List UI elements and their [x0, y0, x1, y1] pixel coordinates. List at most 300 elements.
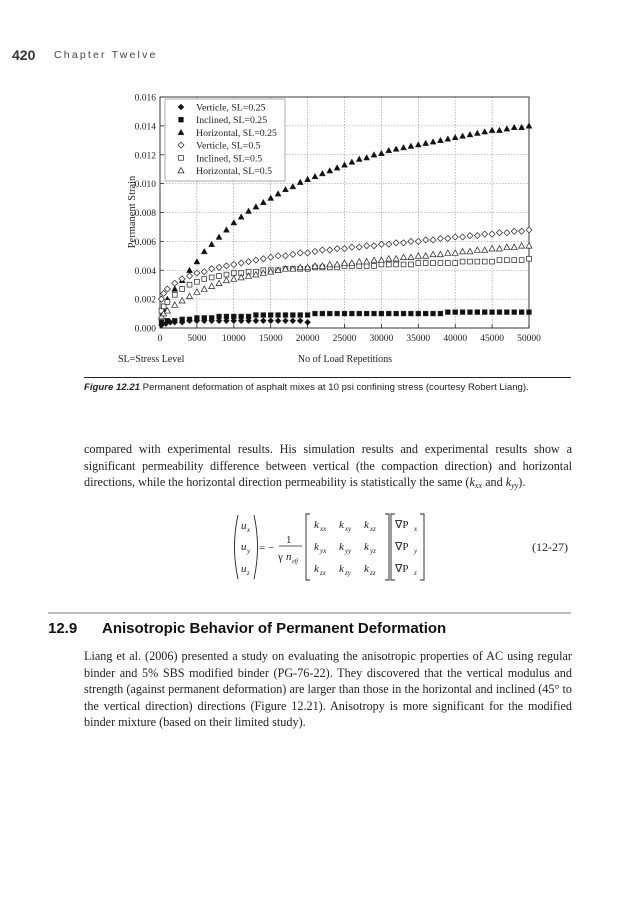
data-point-series-2	[460, 310, 465, 315]
data-point-series-3	[209, 241, 215, 246]
fraction-numerator: 1	[286, 534, 292, 546]
x-tick-label: 20000	[295, 334, 320, 344]
y-tick-label: 0.006	[134, 237, 156, 248]
matrix-sub-zx: zx	[320, 569, 326, 577]
y-tick-label: 0.014	[134, 122, 156, 133]
y-tick-label: 0.010	[134, 180, 156, 191]
section-number: 12.9	[48, 620, 78, 637]
lhs-u-z: u	[241, 563, 247, 575]
data-point-series-2	[364, 311, 369, 316]
data-point-series-4	[231, 261, 237, 267]
data-point-series-1	[297, 318, 303, 324]
data-point-series-2	[349, 311, 354, 316]
kxx-subscript: xx	[474, 481, 483, 491]
matrix-sub-yz: yz	[370, 547, 376, 555]
matrix-sub-xz: xz	[370, 525, 376, 533]
data-point-series-2	[180, 317, 185, 322]
data-point-series-1	[253, 318, 259, 324]
data-point-series-6	[209, 283, 215, 288]
data-point-series-2	[187, 317, 192, 322]
data-point-series-2	[320, 311, 325, 316]
data-point-series-4	[201, 269, 207, 275]
data-point-series-5	[217, 274, 222, 279]
fraction-n: n	[286, 551, 292, 563]
data-point-series-2	[431, 311, 436, 316]
data-point-series-6	[437, 251, 443, 256]
matrix-k-zz: k	[364, 563, 369, 575]
data-point-series-4	[408, 238, 414, 244]
data-point-series-6	[327, 261, 333, 266]
data-point-series-4	[482, 231, 488, 237]
data-point-series-2	[475, 310, 480, 315]
data-point-series-4	[467, 233, 473, 239]
data-point-series-2	[239, 314, 244, 319]
data-point-series-6	[467, 248, 473, 253]
data-point-series-6	[415, 253, 421, 258]
data-point-series-6	[460, 248, 466, 253]
y-tick-label: 0.008	[134, 209, 156, 219]
data-point-series-6	[474, 247, 480, 252]
section-title: Anisotropic Behavior of Permanent Deformation	[102, 620, 447, 637]
data-point-series-6	[231, 276, 237, 281]
data-point-series-5	[490, 259, 495, 264]
data-point-series-6	[386, 256, 392, 261]
data-point-series-3	[504, 126, 510, 131]
data-point-series-3	[415, 142, 421, 147]
caption-label: Figure 12.21	[84, 382, 140, 393]
data-point-series-3	[378, 150, 384, 155]
data-point-series-5	[187, 282, 192, 287]
data-point-series-2	[386, 311, 391, 316]
data-point-series-4	[327, 247, 333, 253]
data-point-series-4	[415, 238, 421, 244]
data-point-series-5	[386, 262, 391, 267]
data-point-series-4	[161, 290, 167, 296]
data-point-series-3	[231, 220, 237, 225]
data-point-series-6	[378, 257, 384, 262]
data-point-series-3	[334, 165, 340, 170]
data-point-series-6	[179, 298, 185, 303]
data-point-series-2	[335, 311, 340, 316]
grad-sub-z: z	[414, 569, 417, 577]
data-point-series-4	[423, 237, 429, 243]
matrix-k-zx: k	[314, 563, 319, 575]
data-point-series-5	[409, 262, 414, 267]
data-point-series-2	[527, 310, 532, 315]
fraction-eff: eff	[292, 559, 298, 565]
matrix-sub-xy: xy	[345, 525, 352, 533]
data-point-series-3	[489, 127, 495, 132]
data-point-series-5	[504, 258, 509, 263]
data-point-series-5	[527, 256, 532, 261]
matrix-sub-zy: zy	[345, 569, 351, 577]
data-point-series-4	[342, 246, 348, 252]
data-point-series-2	[468, 310, 473, 315]
kyy-symbol: k	[505, 475, 512, 490]
data-point-series-6	[511, 244, 517, 249]
data-point-series-3	[474, 130, 480, 135]
data-point-series-4	[216, 264, 222, 270]
data-point-series-5	[438, 261, 443, 266]
data-point-series-3	[408, 143, 414, 148]
data-point-series-4	[489, 231, 495, 237]
data-point-series-3	[282, 186, 288, 191]
y-tick-label: 0.000	[134, 324, 156, 335]
data-point-series-5	[497, 258, 502, 263]
data-point-series-2	[224, 314, 229, 319]
data-point-series-6	[423, 253, 429, 258]
data-point-series-2	[254, 313, 259, 318]
lhs-sub-x: x	[247, 526, 251, 534]
section-paragraph: Liang et al. (2006) presented a study on evaluating the anisotropic properties of AC using regular binder and 5% SBS modified binder (PG-76-22). They discovered that the vertical modulus and strength (against permanent deformation) are larger than those in the horizontal and inclined (45° to the vertical direction) directions (Figure 12.21). Anisotropy is more significant for the modified binder mixture (based on their limited study).	[84, 649, 572, 730]
data-point-series-3	[401, 145, 407, 150]
data-point-series-6	[172, 302, 178, 307]
kyy-subscript: yy	[511, 481, 519, 491]
data-point-series-4	[378, 241, 384, 247]
data-point-series-2	[401, 311, 406, 316]
data-point-series-4	[430, 237, 436, 243]
x-tick-label: 50000	[517, 334, 541, 344]
figure-caption	[84, 381, 571, 394]
data-point-series-2	[217, 314, 222, 319]
data-point-series-4	[445, 235, 451, 241]
x-axis-label: No of Load Repetitions	[297, 354, 393, 365]
data-point-series-5	[460, 259, 465, 264]
data-point-series-1	[260, 318, 266, 324]
data-point-series-5	[394, 262, 399, 267]
data-point-series-3	[393, 146, 399, 151]
data-point-series-4	[158, 296, 164, 302]
matrix-k-yx: k	[314, 541, 319, 553]
data-point-series-1	[290, 318, 296, 324]
legend-entry-1: Verticle, SL=0.25	[196, 102, 266, 114]
legend-entry-4: Verticle, SL=0.5	[196, 140, 261, 152]
data-point-series-1	[305, 319, 311, 325]
data-point-series-4	[386, 241, 392, 247]
y-axis-label: Permanent Strain	[127, 175, 138, 249]
data-point-series-5	[401, 262, 406, 267]
data-point-series-3	[482, 129, 488, 134]
data-point-series-5	[180, 287, 185, 292]
data-point-series-3	[246, 208, 252, 213]
lhs-sub-z: z	[247, 569, 250, 577]
data-point-series-2	[519, 310, 524, 315]
data-point-series-3	[519, 124, 525, 129]
data-point-series-6	[216, 280, 222, 285]
equals-minus: = −	[259, 542, 275, 554]
data-point-series-3	[290, 184, 296, 189]
data-point-series-2	[497, 310, 502, 315]
data-point-series-6	[452, 250, 458, 255]
data-point-series-5	[475, 259, 480, 264]
data-point-series-3	[194, 259, 200, 264]
data-point-series-5	[453, 261, 458, 266]
data-point-series-2	[357, 311, 362, 316]
x-tick-label: 15000	[258, 334, 283, 344]
data-point-series-3	[253, 204, 259, 209]
caption-text: Permanent deformation of asphalt mixes at 10 psi confining stress (courtesy Robert Liang).	[142, 382, 529, 393]
legend-entry-3: Horizontal, SL=0.25	[196, 127, 277, 139]
data-point-series-3	[452, 134, 458, 139]
data-point-series-3	[319, 171, 325, 176]
data-point-series-5	[482, 259, 487, 264]
data-point-series-3	[327, 168, 333, 173]
data-point-series-4	[356, 244, 362, 250]
matrix-k-xy: k	[339, 519, 344, 531]
data-point-series-2	[283, 313, 288, 318]
data-point-series-4	[172, 280, 178, 286]
data-point-series-2	[482, 310, 487, 315]
data-point-series-4	[349, 244, 355, 250]
x-tick-label: 5000	[187, 334, 207, 344]
data-point-series-6	[223, 277, 229, 282]
data-point-series-6	[349, 260, 355, 265]
data-point-series-2	[512, 310, 517, 315]
data-point-series-2	[165, 318, 170, 323]
data-point-series-4	[393, 240, 399, 246]
data-point-series-4	[164, 286, 170, 292]
data-point-series-2	[416, 311, 421, 316]
matrix-sub-yx: yx	[320, 547, 327, 555]
data-point-series-3	[349, 159, 355, 164]
data-point-series-2	[159, 320, 164, 325]
x-tick-label: 25000	[332, 334, 357, 344]
data-point-series-5	[202, 277, 207, 282]
data-point-series-1	[268, 318, 274, 324]
data-point-series-2	[172, 318, 177, 323]
data-point-series-6	[201, 286, 207, 291]
data-point-series-2	[261, 313, 266, 318]
matrix-k-yz: k	[364, 541, 369, 553]
data-point-series-6	[342, 260, 348, 265]
data-point-series-2	[379, 311, 384, 316]
data-point-series-4	[437, 235, 443, 241]
data-point-series-4	[209, 266, 215, 272]
kxx-symbol: k	[469, 475, 475, 490]
data-point-series-2	[423, 311, 428, 316]
data-point-series-6	[526, 243, 532, 248]
legend-marker-5	[179, 155, 184, 160]
data-point-series-3	[511, 124, 517, 129]
data-point-series-4	[519, 228, 525, 234]
grad-p-x: ∇P	[395, 519, 409, 531]
data-point-series-1	[282, 318, 288, 324]
data-point-series-3	[260, 199, 266, 204]
matrix-k-zy: k	[339, 563, 344, 575]
data-point-series-6	[519, 243, 525, 248]
body-paragraph	[84, 441, 572, 495]
matrix-sub-yy: yy	[345, 547, 352, 555]
data-point-series-4	[526, 227, 532, 233]
data-point-series-6	[364, 259, 370, 264]
data-point-series-2	[202, 315, 207, 320]
equation-12-27	[228, 512, 428, 582]
y-tick-label: 0.012	[134, 151, 156, 162]
x-tick-label: 30000	[369, 334, 394, 344]
data-point-series-6	[401, 254, 407, 259]
data-point-series-4	[223, 263, 229, 269]
data-point-series-2	[394, 311, 399, 316]
data-point-series-4	[238, 260, 244, 266]
data-point-series-6	[187, 293, 193, 298]
data-point-series-3	[460, 133, 466, 138]
data-point-series-4	[268, 254, 274, 260]
data-point-series-4	[260, 256, 266, 262]
data-point-series-2	[504, 310, 509, 315]
y-tick-label: 0.004	[134, 266, 156, 277]
data-point-series-4	[290, 251, 296, 257]
data-point-series-4	[312, 248, 318, 254]
data-point-series-4	[334, 246, 340, 252]
data-point-series-4	[246, 259, 252, 265]
data-point-series-4	[511, 228, 517, 234]
data-point-series-6	[334, 261, 340, 266]
data-point-series-2	[195, 315, 200, 320]
data-point-series-5	[165, 300, 170, 305]
x-tick-label: 10000	[221, 334, 246, 344]
data-point-series-5	[423, 261, 428, 266]
data-point-series-6	[371, 257, 377, 262]
stress-level-note: SL=Stress Level	[118, 354, 185, 365]
data-point-series-5	[224, 272, 229, 277]
data-point-series-5	[431, 261, 436, 266]
data-point-series-2	[290, 313, 295, 318]
data-point-series-2	[372, 311, 377, 316]
x-tick-label: 35000	[406, 334, 431, 344]
data-point-series-2	[305, 313, 310, 318]
data-point-series-3	[423, 140, 429, 145]
data-point-series-4	[305, 250, 311, 256]
lhs-sub-y: y	[247, 547, 251, 555]
data-point-series-5	[195, 279, 200, 284]
data-point-series-5	[416, 261, 421, 266]
data-point-series-3	[356, 156, 362, 161]
data-point-series-4	[474, 233, 480, 239]
data-point-series-6	[504, 244, 510, 249]
data-point-series-3	[496, 127, 502, 132]
para-end: ).	[518, 475, 526, 490]
permanent-strain-chart	[0, 0, 621, 400]
data-point-series-2	[342, 311, 347, 316]
para-text: compared with experimental results. His simulation results and experimental results show a significant permeability difference between vertical (the compaction direction) and horizontal directions, while the horizontal direction permeability is statistically the same (	[84, 442, 572, 490]
data-point-series-4	[496, 230, 502, 236]
data-point-series-4	[504, 230, 510, 236]
data-point-series-2	[490, 310, 495, 315]
matrix-k-xz: k	[364, 519, 369, 531]
data-point-series-6	[445, 250, 451, 255]
data-point-series-3	[430, 139, 436, 144]
data-point-series-5	[512, 258, 517, 263]
data-point-series-5	[468, 259, 473, 264]
legend-entry-5: Inclined, SL=0.5	[196, 153, 263, 165]
data-point-series-6	[408, 254, 414, 259]
fraction-gamma: γ	[278, 551, 283, 563]
figure-12-21	[0, 0, 621, 400]
data-point-series-4	[282, 253, 288, 259]
data-point-series-3	[297, 179, 303, 184]
legend-entry-6: Horizontal, SL=0.5	[196, 166, 272, 177]
data-point-series-3	[238, 214, 244, 219]
data-point-series-4	[452, 234, 458, 240]
data-point-series-4	[319, 247, 325, 253]
data-point-series-6	[393, 256, 399, 261]
data-point-series-3	[268, 195, 274, 200]
data-point-series-3	[275, 191, 281, 196]
grad-sub-x: x	[414, 525, 418, 533]
data-point-series-6	[430, 251, 436, 256]
legend-marker-2	[179, 117, 184, 122]
data-point-series-6	[194, 289, 200, 294]
data-point-series-2	[209, 315, 214, 320]
y-tick-label: 0.016	[134, 93, 156, 104]
data-point-series-3	[364, 155, 370, 160]
data-point-series-6	[482, 247, 488, 252]
data-point-series-4	[401, 240, 407, 246]
section-rule	[48, 612, 571, 614]
and-word: and	[482, 475, 506, 490]
data-point-series-5	[519, 258, 524, 263]
data-point-series-6	[356, 259, 362, 264]
data-point-series-3	[342, 162, 348, 167]
grad-p-y: ∇P	[395, 541, 409, 553]
data-point-series-2	[409, 311, 414, 316]
x-tick-label: 0	[157, 334, 163, 344]
data-point-series-4	[253, 257, 259, 263]
data-point-series-5	[445, 261, 450, 266]
data-point-series-6	[496, 246, 502, 251]
data-point-series-1	[275, 318, 281, 324]
page-number: 420	[12, 47, 36, 63]
data-point-series-4	[297, 250, 303, 256]
data-point-series-3	[445, 136, 451, 141]
data-point-series-6	[489, 246, 495, 251]
data-point-series-2	[438, 311, 443, 316]
data-point-series-2	[445, 310, 450, 315]
data-point-series-3	[386, 147, 392, 152]
data-point-series-4	[460, 234, 466, 240]
data-point-series-3	[312, 173, 318, 178]
equation-number: (12-27)	[532, 540, 568, 554]
grad-p-z: ∇P	[395, 563, 409, 575]
matrix-k-xx: k	[314, 519, 319, 531]
data-point-series-5	[172, 292, 177, 297]
data-point-series-2	[298, 313, 303, 318]
data-point-series-5	[231, 271, 236, 276]
grad-sub-y: y	[414, 547, 418, 555]
data-point-series-4	[194, 270, 200, 276]
data-point-series-2	[246, 314, 251, 319]
data-point-series-2	[313, 311, 318, 316]
data-point-series-4	[275, 253, 281, 259]
matrix-sub-zz: zz	[370, 569, 376, 577]
data-point-series-4	[364, 243, 370, 249]
data-point-series-4	[187, 273, 193, 279]
data-point-series-3	[223, 227, 229, 232]
data-point-series-2	[327, 311, 332, 316]
data-point-series-2	[453, 310, 458, 315]
x-tick-label: 40000	[443, 334, 468, 344]
y-tick-label: 0.002	[134, 295, 156, 306]
chapter-title: Chapter Twelve	[54, 49, 158, 61]
x-tick-label: 45000	[480, 334, 504, 344]
data-point-series-4	[371, 243, 377, 249]
data-point-series-2	[276, 313, 281, 318]
data-point-series-3	[216, 234, 222, 239]
data-point-series-5	[372, 264, 377, 269]
matrix-sub-xx: xx	[320, 525, 327, 533]
data-point-series-3	[467, 132, 473, 137]
matrix-k-yy: k	[339, 541, 344, 553]
